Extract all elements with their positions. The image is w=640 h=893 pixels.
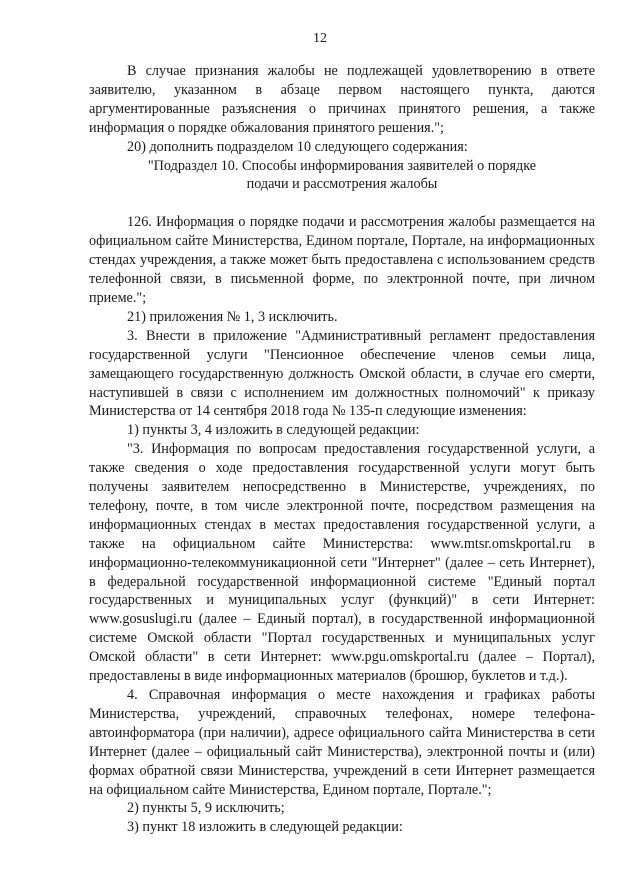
subsection-heading-line-1: "Подраздел 10. Способы информирования заявителей о порядке xyxy=(147,157,537,174)
document-body xyxy=(89,62,595,837)
paragraph-subitem-3: 3) пункт 18 изложить в следующей редакции: xyxy=(127,819,403,836)
subsection-heading-line-2: подачи и рассмотрения жалобы xyxy=(246,176,438,193)
blank-space xyxy=(89,194,595,213)
paragraph-point-3-text: "3. Информация по вопросам предоставления государственной услуги, а также сведения о ходе предоставления государственной услуги могут быть получены заявителем непосредственно в Министерстве, учреждениях, по телефону, почте, в том числе электронной почте, посредством размещения на информационных стендах в местах предоставления государственной услуги, а также на официальном сайте Министерства: www.mtsr.omskportal.ru в информационно-телекоммуникационной сети "Интернет" (далее – сеть Интернет), в федеральной государственной информационной системе "Единый портал государственных и муниципальных услуг (функций)" в сети Интернет: www.gosuslugi.ru (далее – Единый портал), в государственной информационной системе Омской области "Портал государственных и муниципальных услуг Омской области" в сети Интернет: www.pgu.omskportal.ru (далее – Портал), предоставлены в виде информационных материалов (брошюр, буклетов и т.д.). xyxy=(89,441,595,685)
page-number: 12 xyxy=(313,31,327,46)
paragraph-item-20: 20) дополнить подразделом 10 следующего содержания: xyxy=(127,138,468,155)
paragraph-complaint-rejection: В случае признания жалобы не подлежащей удовлетворению в ответе заявителю, указанном в абзаце первом настоящего пункта, даются аргументированные разъяснения о причинах принятого решения, а также информация о порядке обжалования принятого решения."; xyxy=(89,63,595,136)
paragraph-point-4-text: 4. Справочная информация о месте нахождения и графиках работы Министерства, учреждений, справочных телефонах, номере телефона-автоинформатора (при наличии), адресе официального сайта Министерства в сети Интернет (далее – официальный сайт Министерства), электронной почты и (или) формах обратной связи Министерства, учреждений в сети Интернет размещается на официальном сайте Министерства, Едином портале, Портале."; xyxy=(89,687,595,798)
paragraph-subitem-1: 1) пункты 3, 4 изложить в следующей редакции: xyxy=(127,422,420,439)
paragraph-subitem-2: 2) пункты 5, 9 исключить; xyxy=(127,800,285,817)
paragraph-item-3: 3. Внести в приложение "Административный регламент предоставления государственной услуги "Пенсионное обеспечение членов семьи лица, замещающего государственную должность Омской области, в случае его смерти, наступившей в связи с исполнением им должностных полномочий" к приказу Министерства от 14 сентября 2018 года № 135-п следующие изменения: xyxy=(89,327,595,420)
paragraph-126: 126. Информация о порядке подачи и рассмотрения жалобы размещается на официальном сайте Министерства, Едином портале, Портале, на информационных стендах учреждения, а также может быть предоставлена с использованием средств телефонной связи, в письменной форме, по электронной почте, при личном приеме."; xyxy=(89,214,595,306)
paragraph-item-21: 21) приложения № 1, 3 исключить. xyxy=(127,308,338,325)
